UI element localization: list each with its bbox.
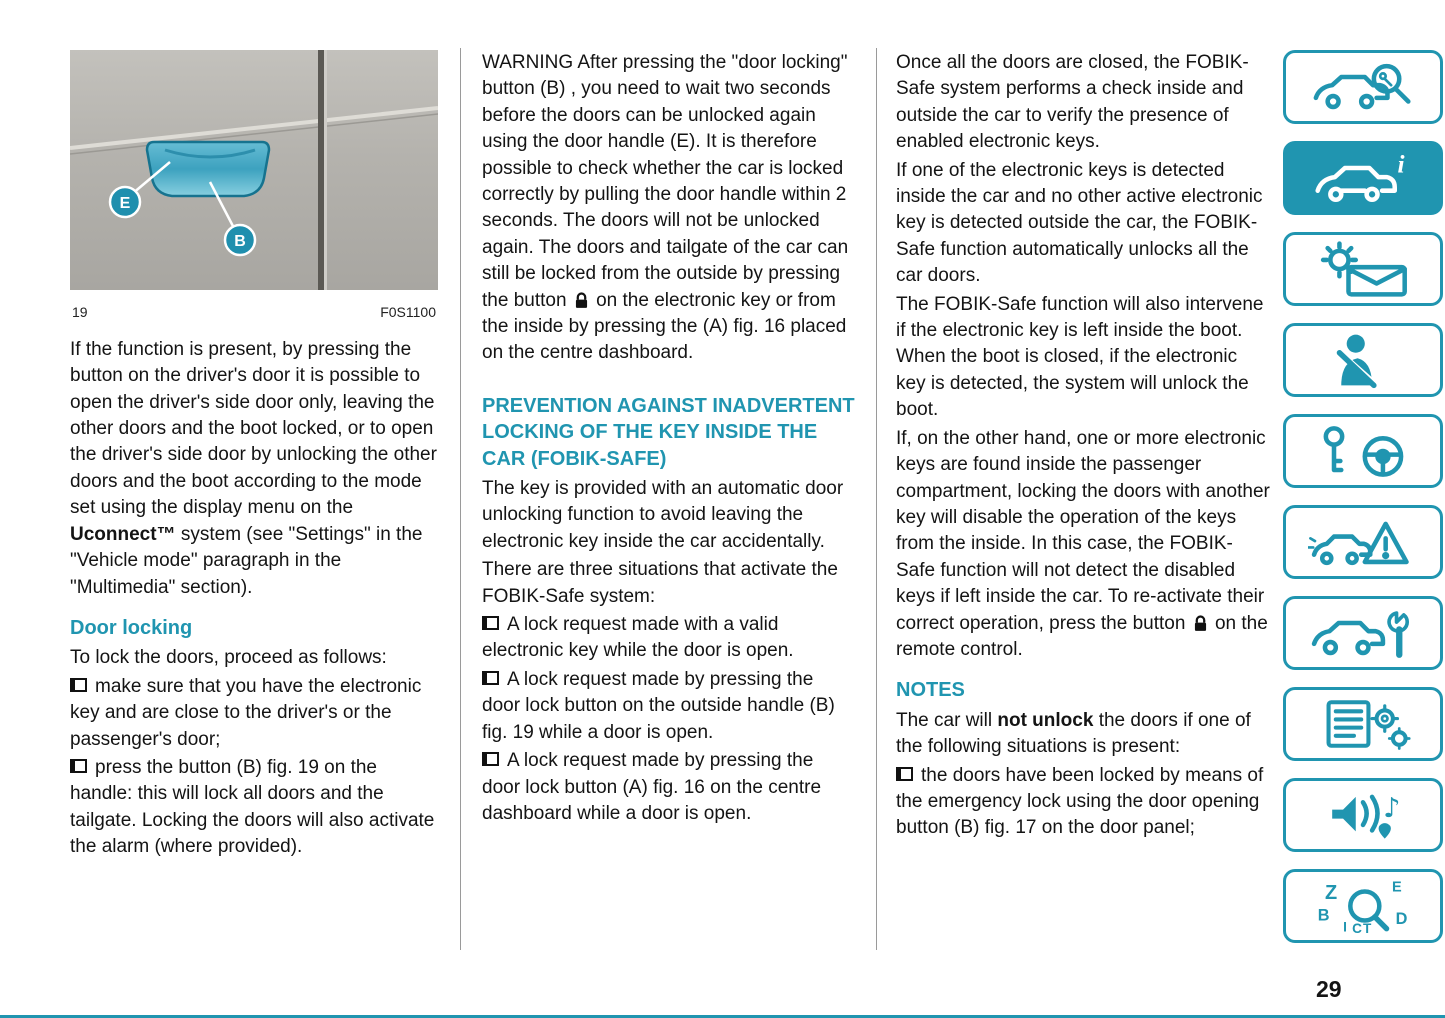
bullet-text: A lock request made with a valid electronic key while the door is open.	[482, 614, 794, 662]
specs-gears-icon	[1308, 695, 1418, 753]
svg-text:E: E	[119, 195, 131, 212]
square-bullet-icon	[482, 616, 499, 630]
sidebar-tab-multimedia[interactable]	[1283, 778, 1443, 852]
section-tab-bar	[1283, 50, 1443, 960]
column-middle	[482, 50, 856, 829]
bullet-item	[70, 755, 438, 861]
text-segment: on the electronic key or from the inside by pressing the (A) fig. 16 placed on the centre dashboard.	[482, 289, 847, 364]
car-service-icon	[1308, 604, 1418, 662]
padlock-icon	[575, 292, 588, 309]
figure-number: 19	[72, 304, 88, 321]
paragraph: If one of the electronic keys is detected inside the car and no other active electronic key is detected outside the car, the FOBIK-Safe function automatically unlocks all the car doors.	[896, 159, 1263, 287]
text-segment: the doors if one of the following situations is present:	[896, 709, 1251, 758]
paragraph	[896, 426, 1270, 664]
label-b-badge	[225, 225, 255, 255]
square-bullet-icon	[482, 671, 499, 685]
paragraph	[70, 337, 438, 601]
svg-text:C: C	[1352, 921, 1362, 935]
not-unlock-bold: not unlock	[997, 709, 1094, 731]
key-steering-icon	[1308, 422, 1418, 480]
sidebar-tab-emergency[interactable]	[1283, 505, 1443, 579]
warning-light-message-icon	[1308, 240, 1418, 298]
bullet-text: the doors have been locked by means of the emergency lock using the door opening button (B) fig. 17 on the door panel;	[896, 764, 1264, 839]
uconnect-bold: Uconnect™	[70, 523, 176, 545]
padlock-icon	[1194, 615, 1207, 632]
seatbelt-safety-icon	[1308, 331, 1418, 389]
text-segment: If the function is present, by pressing the button on the driver's door it is possible to open the driver's side door only, leaving the other doors and the boot locked, or to open the driver's side door by unlocking the other doors and the boot according to the mode set using the display menu on the	[70, 338, 437, 519]
column-divider	[460, 48, 461, 950]
bullet-text: A lock request made by pressing the door lock button (A) fig. 16 on the centre dashboard while a door is open.	[482, 750, 822, 824]
text-segment: The car will	[896, 709, 998, 731]
emergency-triangle-icon	[1308, 513, 1418, 571]
door-handle-photo	[70, 50, 438, 290]
index-search-icon	[1308, 877, 1418, 935]
section-heading-door-locking: Door locking	[70, 616, 193, 639]
door-handle-figure	[70, 50, 438, 323]
label-e-badge	[110, 187, 140, 217]
text-segment: system (see "Settings" in the "Vehicle mode" paragraph in the "Multimedia" section).	[70, 523, 423, 598]
svg-text:Z: Z	[1324, 881, 1338, 904]
sidebar-tab-starting-driving[interactable]	[1283, 414, 1443, 488]
bullet-item	[482, 748, 856, 827]
svg-text:E: E	[1392, 879, 1402, 896]
paragraph: There are three situations that activate the FOBIK-Safe system:	[482, 559, 838, 607]
warning-paragraph	[482, 50, 856, 367]
square-bullet-icon	[482, 752, 499, 766]
paragraph: To lock the doors, proceed as follows:	[70, 647, 387, 669]
car-key-search-icon	[1308, 58, 1418, 116]
square-bullet-icon	[70, 678, 87, 692]
svg-text:D: D	[1395, 910, 1408, 929]
text-segment: on the remote control.	[896, 612, 1268, 660]
paragraph: The FOBIK-Safe function will also intervene if the electronic key is left inside the boot. When the boot is closed, if the electronic key is detected, the system will unlock the boot.	[896, 293, 1264, 421]
sidebar-tab-knowing-the-car[interactable]	[1283, 50, 1443, 124]
sidebar-tab-index[interactable]	[1283, 869, 1443, 943]
bullet-item	[482, 612, 856, 665]
sidebar-tab-service-maintenance[interactable]	[1283, 596, 1443, 670]
svg-text:i: i	[1397, 150, 1405, 179]
svg-text:♪: ♪	[1382, 792, 1401, 824]
section-heading-notes: NOTES	[896, 679, 965, 702]
sidebar-tab-dashboard-info[interactable]	[1283, 141, 1443, 215]
paragraph	[896, 708, 1270, 761]
square-bullet-icon	[70, 759, 87, 773]
svg-text:B: B	[1317, 906, 1330, 925]
svg-text:B: B	[234, 233, 246, 250]
paragraph: The key is provided with an automatic door unlocking function to avoid leaving the electronic key inside the car accidentally.	[482, 478, 844, 552]
text-segment: WARNING After pressing the "door locking" button (B) , you need to wait two seconds before the doors can be unlocked again using the door handle (E). It is therefore possible to check whether the car is locked correctly by pulling the door handle within 2 seconds. The doors will not be unlocked again. The doors and tailgate of the car can still be locked from the outside by pressing the button	[482, 52, 849, 311]
page-number: 29	[1316, 976, 1342, 1002]
section-heading-fobik-safe: PREVENTION AGAINST INADVERTENT LOCKING OF THE KEY INSIDE THE CAR (FOBIK-SAFE)	[482, 394, 855, 470]
bullet-text: make sure that you have the electronic key and are close to the driver's or the passenger's door;	[70, 675, 422, 750]
svg-text:T: T	[1363, 921, 1372, 935]
column-divider	[876, 48, 877, 950]
bullet-text: press the button (B) fig. 19 on the handle: this will lock all doors and the tailgate. Locking the doors will also activate the alarm (where provided).	[70, 756, 435, 858]
bullet-item	[70, 674, 438, 753]
multimedia-audio-icon	[1308, 786, 1418, 844]
column-left	[70, 50, 438, 863]
sidebar-tab-safety[interactable]	[1283, 323, 1443, 397]
column-right	[896, 50, 1270, 844]
bullet-text: A lock request made by pressing the door lock button on the outside handle (B) fig. 19 while a door is open.	[482, 668, 835, 743]
bullet-item	[482, 667, 856, 746]
figure-code: F0S1100	[380, 304, 436, 321]
car-info-icon	[1308, 149, 1418, 207]
sidebar-tab-warning-lights[interactable]	[1283, 232, 1443, 306]
sidebar-tab-technical-data[interactable]	[1283, 687, 1443, 761]
text-segment: If, on the other hand, one or more electronic keys are found inside the passenger compartment, locking the doors with another key will disable the operation of the keys from the inside. In this case, the FOBIK-Safe function will not detect the disabled keys if left inside the car. To re-activate their correct operation, press the button	[896, 427, 1270, 634]
paragraph: Once all the doors are closed, the FOBIK-Safe system performs a check inside and outside the car to verify the presence of enabled electronic keys.	[896, 52, 1249, 153]
bullet-item	[896, 763, 1270, 842]
svg-text:I: I	[1343, 919, 1347, 935]
square-bullet-icon	[896, 767, 913, 781]
